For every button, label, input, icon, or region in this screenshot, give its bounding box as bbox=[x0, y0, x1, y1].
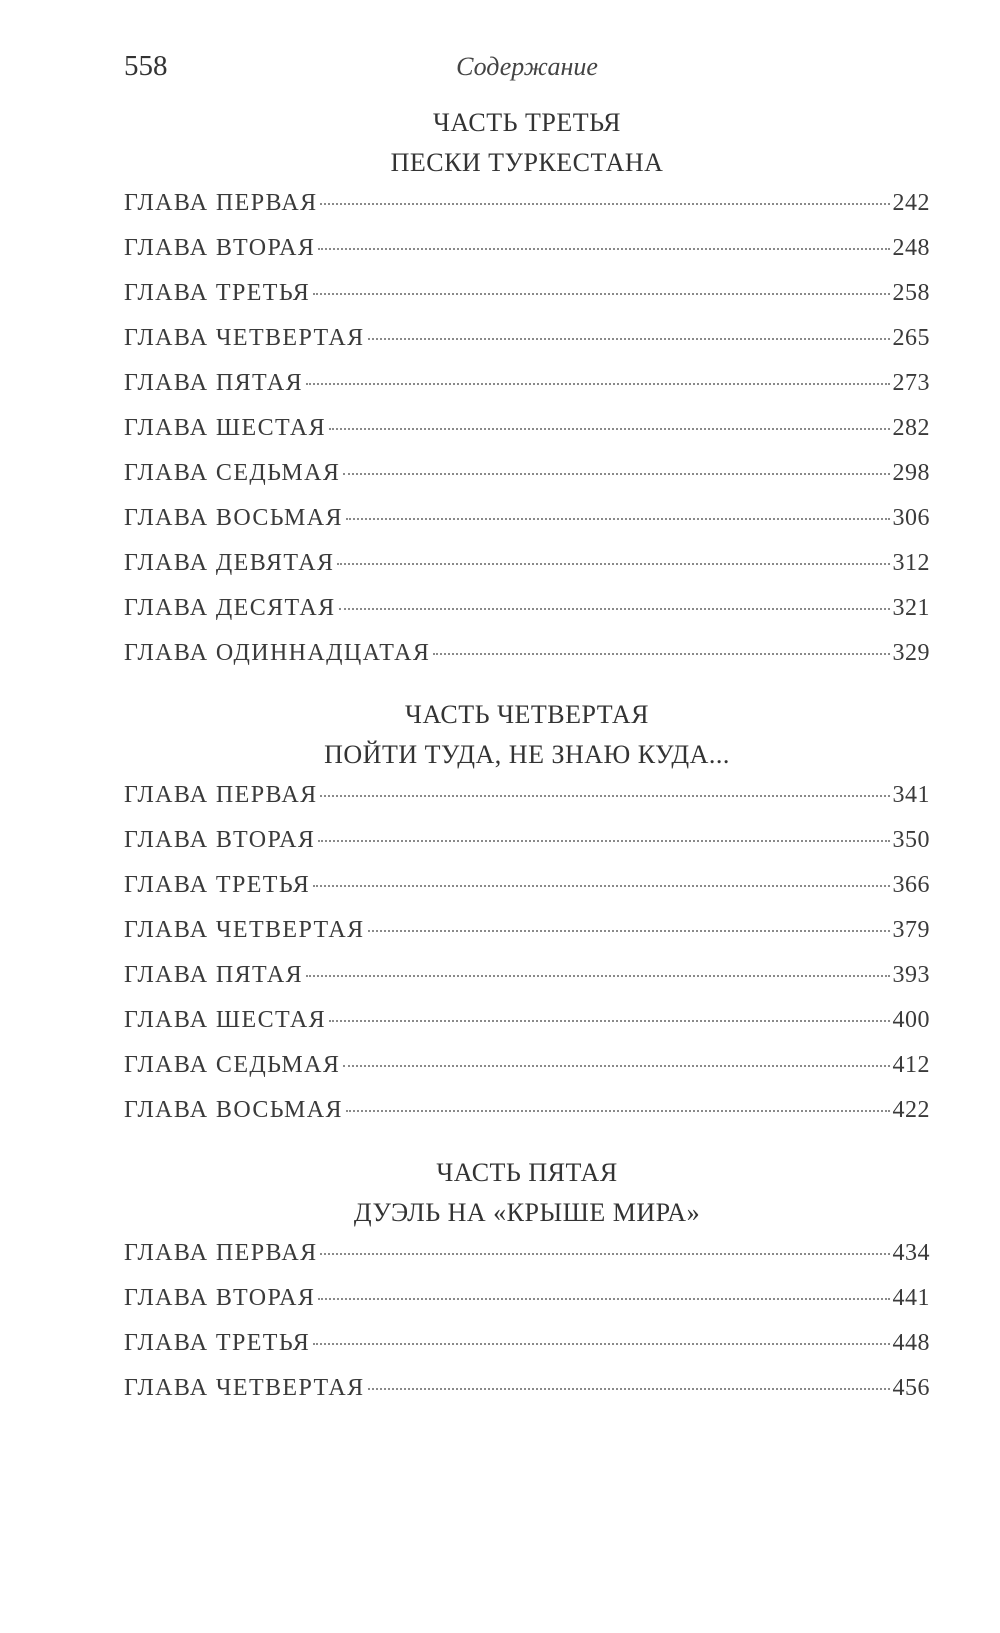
part-title: ПОЙТИ ТУДА, НЕ ЗНАЮ КУДА... bbox=[324, 740, 730, 769]
dot-leader bbox=[346, 1110, 890, 1112]
part-label: ЧАСТЬ ПЯТАЯ bbox=[436, 1158, 618, 1187]
chapter-page-number: 248 bbox=[892, 235, 930, 261]
toc-entry bbox=[124, 782, 930, 827]
chapter-list bbox=[124, 1240, 930, 1420]
toc-part bbox=[124, 108, 930, 685]
chapter-title: ГЛАВА ПЯТАЯ bbox=[124, 370, 304, 396]
toc-entry bbox=[124, 962, 930, 1007]
chapter-page-number: 265 bbox=[892, 325, 930, 351]
chapter-title: ГЛАВА ШЕСТАЯ bbox=[124, 1007, 326, 1033]
chapter-title: ГЛАВА ОДИННАДЦАТАЯ bbox=[124, 640, 431, 666]
chapter-list bbox=[124, 190, 930, 685]
dot-leader bbox=[339, 608, 890, 610]
toc-part bbox=[124, 700, 930, 1142]
page-number: 558 bbox=[124, 50, 168, 82]
dot-leader bbox=[343, 1065, 889, 1067]
chapter-page-number: 456 bbox=[892, 1375, 930, 1401]
part-title: ПЕСКИ ТУРКЕСТАНА bbox=[390, 148, 664, 177]
chapter-page-number: 242 bbox=[892, 190, 930, 216]
chapter-page-number: 312 bbox=[892, 550, 930, 576]
toc-entry bbox=[124, 1007, 930, 1052]
chapter-page-number: 282 bbox=[892, 415, 930, 441]
toc-entry bbox=[124, 1285, 930, 1330]
chapter-title: ГЛАВА ЧЕТВЕРТАЯ bbox=[124, 917, 365, 943]
chapter-page-number: 306 bbox=[892, 505, 930, 531]
chapter-page-number: 422 bbox=[892, 1097, 930, 1123]
toc-entry bbox=[124, 415, 930, 460]
toc-entry bbox=[124, 280, 930, 325]
chapter-title: ГЛАВА СЕДЬМАЯ bbox=[124, 460, 341, 486]
dot-leader bbox=[368, 1388, 890, 1390]
dot-leader bbox=[337, 563, 889, 565]
toc-entry bbox=[124, 917, 930, 962]
chapter-page-number: 393 bbox=[892, 962, 930, 988]
dot-leader bbox=[320, 203, 889, 205]
dot-leader bbox=[343, 473, 889, 475]
dot-leader bbox=[329, 1020, 890, 1022]
dot-leader bbox=[368, 930, 890, 932]
dot-leader bbox=[346, 518, 890, 520]
toc-entry bbox=[124, 1052, 930, 1097]
toc-entry bbox=[124, 640, 930, 685]
chapter-title: ГЛАВА ВОСЬМАЯ bbox=[124, 1097, 343, 1123]
toc-entry bbox=[124, 235, 930, 280]
chapter-page-number: 329 bbox=[892, 640, 930, 666]
chapter-title: ГЛАВА ТРЕТЬЯ bbox=[124, 1330, 311, 1356]
chapter-page-number: 366 bbox=[892, 872, 930, 898]
dot-leader bbox=[306, 383, 889, 385]
chapter-page-number: 379 bbox=[892, 917, 930, 943]
chapter-page-number: 273 bbox=[892, 370, 930, 396]
part-label: ЧАСТЬ ТРЕТЬЯ bbox=[432, 108, 622, 137]
chapter-page-number: 321 bbox=[892, 595, 930, 621]
dot-leader bbox=[306, 975, 889, 977]
chapter-page-number: 448 bbox=[892, 1330, 930, 1356]
chapter-title: ГЛАВА ВТОРАЯ bbox=[124, 1285, 316, 1311]
chapter-title: ГЛАВА ЧЕТВЕРТАЯ bbox=[124, 325, 365, 351]
chapter-title: ГЛАВА ВТОРАЯ bbox=[124, 235, 316, 261]
dot-leader bbox=[368, 338, 890, 340]
toc-entry bbox=[124, 1097, 930, 1142]
dot-leader bbox=[313, 293, 889, 295]
toc-entry bbox=[124, 325, 930, 370]
toc-entry bbox=[124, 1375, 930, 1420]
page-header bbox=[124, 50, 930, 90]
toc-entry bbox=[124, 550, 930, 595]
chapter-title: ГЛАВА ДЕСЯТАЯ bbox=[124, 595, 336, 621]
chapter-title: ГЛАВА ЧЕТВЕРТАЯ bbox=[124, 1375, 365, 1401]
chapter-title: ГЛАВА ВОСЬМАЯ bbox=[124, 505, 343, 531]
chapter-list bbox=[124, 782, 930, 1142]
part-title: ДУЭЛЬ НА «КРЫШЕ МИРА» bbox=[353, 1198, 701, 1227]
chapter-title: ГЛАВА ТРЕТЬЯ bbox=[124, 280, 311, 306]
chapter-page-number: 400 bbox=[892, 1007, 930, 1033]
chapter-page-number: 434 bbox=[892, 1240, 930, 1266]
chapter-title: ГЛАВА ПЕРВАЯ bbox=[124, 782, 318, 808]
toc-entry bbox=[124, 827, 930, 872]
toc-entry bbox=[124, 190, 930, 235]
toc-entry bbox=[124, 370, 930, 415]
chapter-page-number: 341 bbox=[892, 782, 930, 808]
chapter-title: ГЛАВА ПЯТАЯ bbox=[124, 962, 304, 988]
chapter-title: ГЛАВА ПЕРВАЯ bbox=[124, 190, 318, 216]
dot-leader bbox=[320, 795, 889, 797]
dot-leader bbox=[329, 428, 890, 430]
chapter-title: ГЛАВА ДЕВЯТАЯ bbox=[124, 550, 335, 576]
dot-leader bbox=[433, 653, 889, 655]
toc-entry bbox=[124, 460, 930, 505]
dot-leader bbox=[318, 248, 889, 250]
dot-leader bbox=[320, 1253, 889, 1255]
toc-part bbox=[124, 1158, 930, 1420]
part-label: ЧАСТЬ ЧЕТВЕРТАЯ bbox=[405, 700, 649, 729]
chapter-page-number: 258 bbox=[892, 280, 930, 306]
running-title: Содержание bbox=[456, 52, 598, 81]
chapter-title: ГЛАВА ВТОРАЯ bbox=[124, 827, 316, 853]
chapter-title: ГЛАВА ТРЕТЬЯ bbox=[124, 872, 311, 898]
chapter-title: ГЛАВА ШЕСТАЯ bbox=[124, 415, 326, 441]
chapter-page-number: 298 bbox=[892, 460, 930, 486]
toc-entry bbox=[124, 595, 930, 640]
toc-entry bbox=[124, 1240, 930, 1285]
toc-entry bbox=[124, 1330, 930, 1375]
chapter-page-number: 412 bbox=[892, 1052, 930, 1078]
dot-leader bbox=[318, 840, 889, 842]
dot-leader bbox=[313, 1343, 889, 1345]
chapter-page-number: 350 bbox=[892, 827, 930, 853]
dot-leader bbox=[318, 1298, 889, 1300]
chapter-title: ГЛАВА ПЕРВАЯ bbox=[124, 1240, 318, 1266]
toc-entry bbox=[124, 505, 930, 550]
chapter-title: ГЛАВА СЕДЬМАЯ bbox=[124, 1052, 341, 1078]
toc-entry bbox=[124, 872, 930, 917]
chapter-page-number: 441 bbox=[892, 1285, 930, 1311]
dot-leader bbox=[313, 885, 889, 887]
